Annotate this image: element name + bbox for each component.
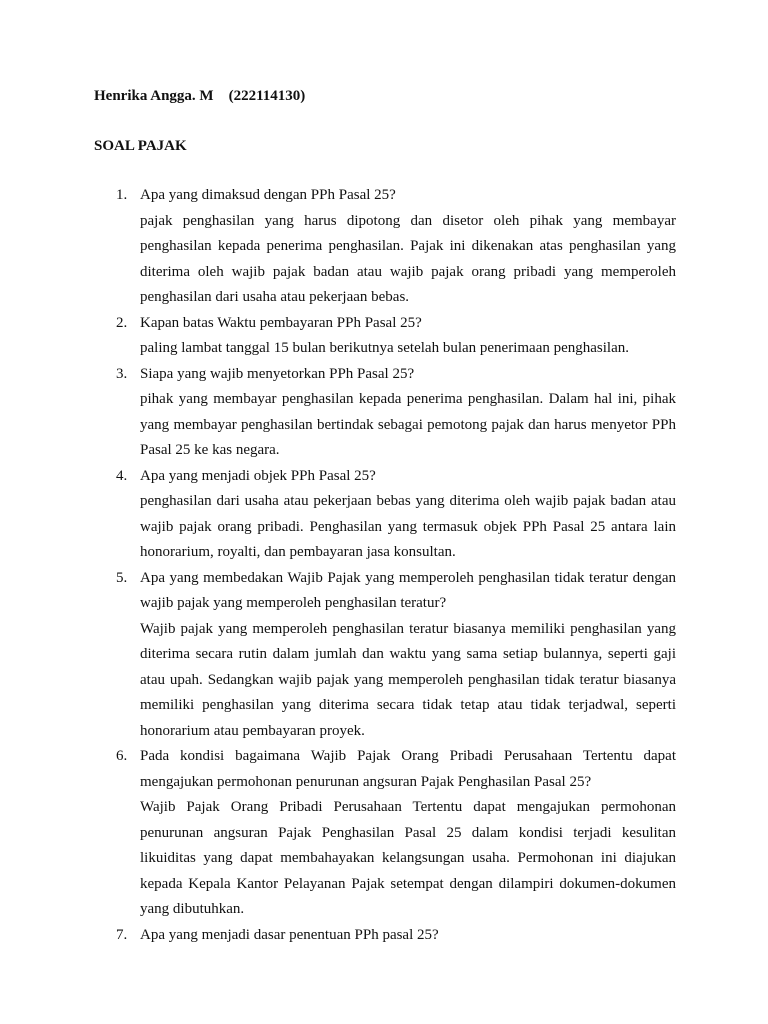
list-item [94,362,676,464]
question-list [94,183,676,948]
list-item [94,923,676,949]
item-number: 2. [116,314,128,331]
answer-text: pihak yang membayar penghasilan kepada penerima penghasilan. Dalam hal ini, pihak yang membayar penghasilan bertindak sebagai pemotong pajak dan harus menyetor PPh Pasal 25 ke kas negara. [140,391,676,458]
item-number: 5. [116,569,128,586]
question-text: Siapa yang wajib menyetorkan PPh Pasal 25? [140,365,415,382]
item-number: 6. [116,748,128,764]
question-text: Apa yang dimaksud dengan PPh Pasal 25? [140,187,396,203]
question-text: Kapan batas Waktu pembayaran PPh Pasal 25? [140,314,422,331]
item-number: 4. [116,467,128,484]
item-number: 7. [116,926,128,943]
answer-text: Wajib pajak yang memperoleh penghasilan teratur biasanya memiliki penghasilan yang diterima secara rutin dalam jumlah dan waktu yang sama setiap bulannya, seperti gaji atau upah. Sedangkan wajib pajak yang memperoleh penghasilan tidak teratur biasanya memiliki penghasilan yang diterima secara tidak tetap atau tidak terjadwal, seperti honorarium atau pembayaran proyek. [140,620,676,739]
question-text: Apa yang menjadi dasar penentuan PPh pasal 25? [140,926,439,943]
question-text: Apa yang membedakan Wajib Pajak yang memperoleh penghasilan tidak teratur dengan wajib pajak yang memperoleh penghasilan teratur? [140,569,676,611]
author-line [94,86,305,106]
answer-text: paling lambat tanggal 15 bulan berikutnya setelah bulan penerimaan penghasilan. [140,340,630,356]
item-number: 3. [116,365,128,382]
list-item [94,311,676,362]
item-number: 1. [116,187,128,203]
list-item [94,744,676,923]
list-item [94,566,676,745]
document-title: SOAL PAJAK [94,138,187,154]
question-text: Pada kondisi bagaimana Wajib Pajak Orang Pribadi Perusahaan Tertentu dapat mengajukan permohonan penurunan angsuran Pajak Penghasilan Pasal 25? [140,748,676,790]
answer-text: pajak penghasilan yang harus dipotong dan disetor oleh pihak yang membayar penghasilan kepada penerima penghasilan. Pajak ini dikenakan atas penghasilan yang diterima oleh wajib pajak badan atau wajib pajak orang pribadi yang memperoleh penghasilan dari usaha atau pekerjaan bebas. [140,212,676,305]
question-text: Apa yang menjadi objek PPh Pasal 25? [140,467,376,484]
author-name: Henrika Angga. M [94,88,214,104]
list-item [94,464,676,566]
author-id: (222114130) [228,88,306,104]
list-item [94,183,676,311]
answer-text: Wajib Pajak Orang Pribadi Perusahaan Tertentu dapat mengajukan permohonan penurunan angsuran Pajak Penghasilan Pasal 25 dalam kondisi terjadi kesulitan likuiditas yang dapat membahayakan kelangsungan usaha. Permohonan ini diajukan kepada Kepala Kantor Pelayanan Pajak setempat dengan dilampiri dokumen-dokumen yang dibutuhkan. [140,799,676,917]
answer-text: penghasilan dari usaha atau pekerjaan bebas yang diterima oleh wajib pajak badan atau wajib pajak orang pribadi. Penghasilan yang termasuk objek PPh Pasal 25 antara lain honorarium, royalti, dan pembayaran jasa konsultan. [140,493,676,560]
